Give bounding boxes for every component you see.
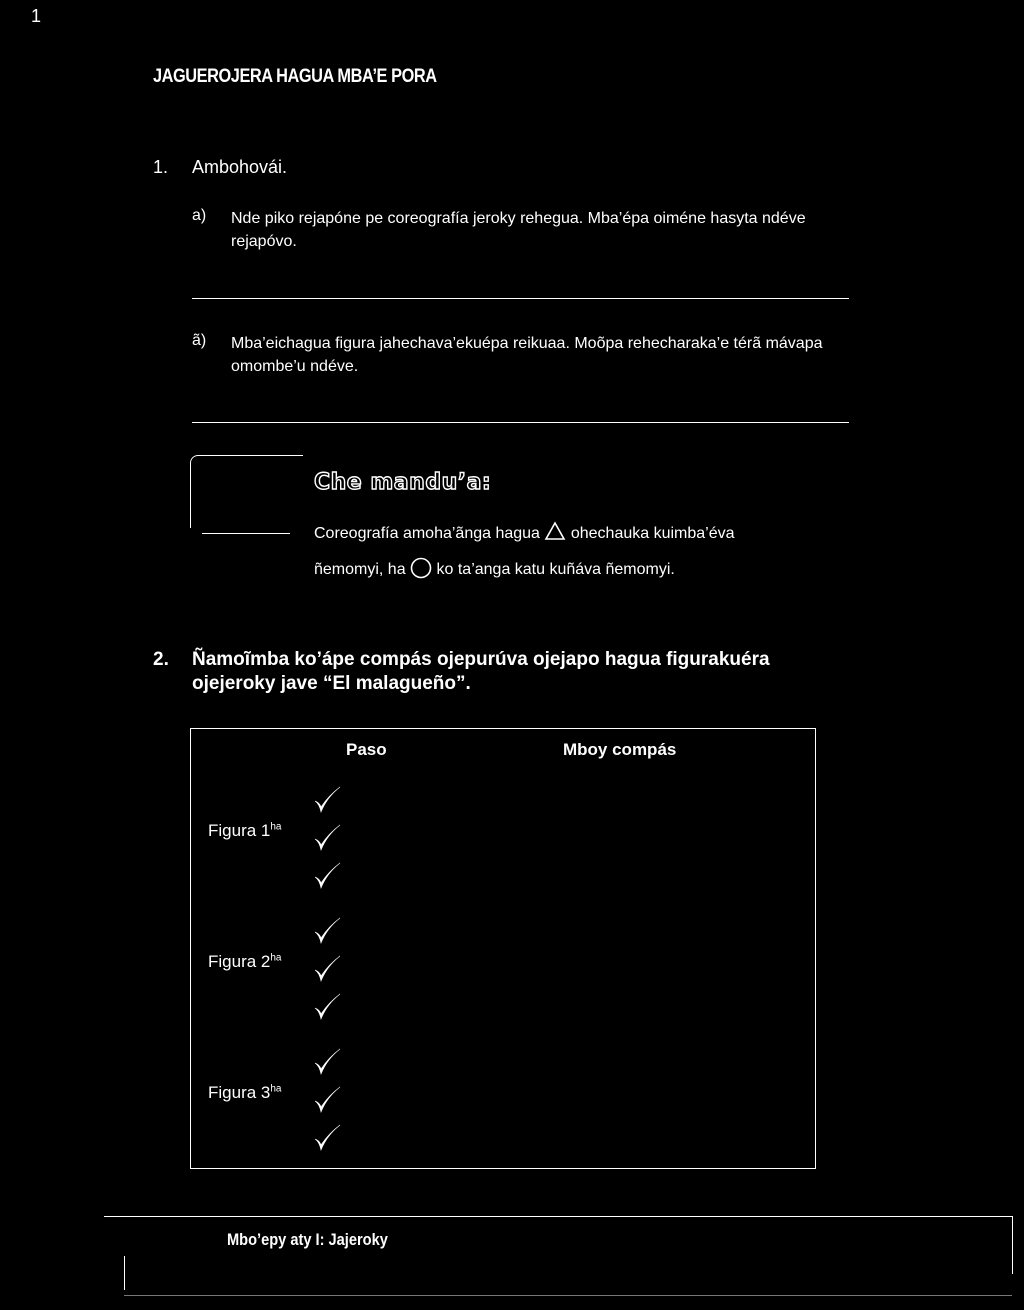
note-frame-bottom <box>202 533 290 534</box>
figura-3-sup: ha <box>270 1083 282 1095</box>
question2-number: 2. <box>153 649 169 670</box>
table-header-paso: Paso <box>346 740 387 759</box>
check-icon <box>312 916 342 946</box>
note-line-1 <box>314 521 735 543</box>
note-line-1-after: ohechauka kuimba’éva <box>570 525 735 542</box>
check-icon <box>312 1123 342 1153</box>
question1-title: Ambohovái. <box>192 157 288 177</box>
figura-3-label: Figura 3 <box>208 1083 271 1102</box>
item-a-letter: a) <box>192 207 207 224</box>
check-icon <box>312 861 342 891</box>
table-row-label <box>208 1083 282 1103</box>
page-header-title: JAGUEROJERA HAGUA MBA’E PORA <box>153 66 437 87</box>
answer-line-b[interactable] <box>192 422 849 423</box>
question1-number: 1. <box>153 157 169 177</box>
check-icon <box>312 1047 342 1077</box>
figura-1-sup: ha <box>270 821 282 833</box>
table-row-label <box>208 821 282 841</box>
question2-line2: ojejeroky jave “El malagueño”. <box>192 673 471 694</box>
note-line-1-before: Coreografía amoha’ãnga hagua <box>314 525 540 542</box>
figura-1-label: Figura 1 <box>208 821 271 840</box>
question2-line1: Ñamoĩmba ko’ápe compás ojepurúva ojejapo hagua figurakuéra <box>192 649 770 670</box>
note-title: Che mandu’a: <box>314 470 492 495</box>
note-line-2-after: ko ta’anga katu kuñáva ñemomyi. <box>436 561 675 578</box>
item-b-text: Mba’eichagua figura jahechava’ekuépa reikuaa. Moõpa rehecharaka’e térã mávapa omombe’u ndéve. <box>231 335 823 375</box>
footer-tick <box>124 1256 125 1290</box>
circle-icon <box>410 557 432 579</box>
check-icon <box>312 1085 342 1115</box>
note-line-2-before: ñemomyi, ha <box>314 561 406 578</box>
figura-2-label: Figura 2 <box>208 952 271 971</box>
check-icon <box>312 954 342 984</box>
check-icon <box>312 823 342 853</box>
compas-table <box>190 728 816 1169</box>
note-line-2 <box>314 557 675 579</box>
figura-2-sup: ha <box>270 952 282 964</box>
table-row-label <box>208 952 282 972</box>
note-frame <box>190 455 303 528</box>
item-a-text: Nde piko rejapóne pe coreografía jeroky rehegua. Mba’épa oiméne hasyta ndéve rejapóvo. <box>231 210 806 250</box>
table-header-mboy-compas: Mboy compás <box>563 740 677 759</box>
item-b-letter: ã) <box>192 332 207 349</box>
answer-line-a[interactable] <box>192 298 849 299</box>
footer-title: Mbo’epy aty I: Jajeroky <box>227 1230 388 1249</box>
triangle-icon <box>544 521 566 541</box>
footer-bottom-rule <box>124 1295 1012 1296</box>
check-icon <box>312 992 342 1022</box>
page-corner-mark: 1 <box>31 6 42 26</box>
check-icon <box>312 785 342 815</box>
